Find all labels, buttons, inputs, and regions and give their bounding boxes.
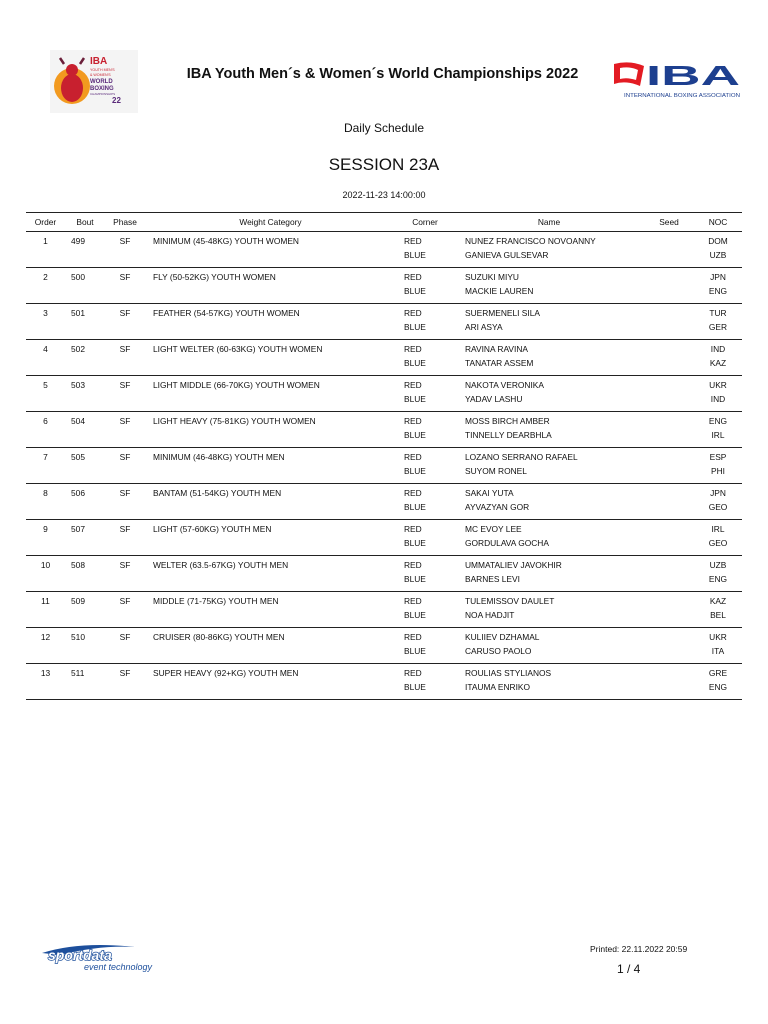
phase-cell: SF (119, 416, 131, 426)
corner-red-cell: RED (404, 236, 422, 246)
weight-category-cell: LIGHT HEAVY (75-81KG) YOUTH WOMEN (153, 416, 316, 426)
empty-cell (65, 322, 105, 340)
table-row (26, 250, 742, 268)
empty-cell (145, 322, 396, 340)
table-row (26, 322, 742, 340)
red-noc-cell: JPN (710, 272, 726, 282)
empty-cell (26, 682, 65, 700)
blue-name-cell: NOA HADJIT (454, 610, 644, 628)
bout-cell: 502 (71, 344, 85, 354)
blue-noc-cell: ENG (694, 574, 742, 592)
weight-category-cell: WELTER (63.5-67KG) YOUTH MEN (153, 560, 289, 570)
table-row (26, 646, 742, 664)
empty-cell (145, 538, 396, 556)
corner-blue-cell: BLUE (396, 358, 454, 376)
empty-cell (26, 538, 65, 556)
corner-red-cell: RED (404, 488, 422, 498)
corner-red-cell: RED (404, 560, 422, 570)
empty-cell (65, 250, 105, 268)
svg-text:CHAMPIONSHIPS: CHAMPIONSHIPS (90, 92, 116, 96)
red-name-cell: LOZANO SERRANO RAFAEL (465, 452, 578, 462)
order-cell: 1 (43, 236, 48, 246)
column-header-phase: Phase (105, 213, 145, 232)
red-noc-cell: UKR (709, 380, 727, 390)
red-name-cell: RAVINA RAVINA (465, 344, 528, 354)
blue-name-cell: GANIEVA GULSEVAR (454, 250, 644, 268)
weight-category-cell: MINIMUM (46-48KG) YOUTH MEN (153, 452, 285, 462)
seed-cell (644, 250, 694, 268)
blue-noc-cell: ITA (694, 646, 742, 664)
table-body (26, 232, 742, 700)
table-row (26, 502, 742, 520)
empty-cell (145, 574, 396, 592)
printed-timestamp (590, 944, 687, 954)
empty-cell (105, 394, 145, 412)
corner-red-cell: RED (404, 344, 422, 354)
table-row (26, 268, 742, 287)
svg-text:22: 22 (112, 96, 121, 105)
seed-cell (644, 682, 694, 700)
column-header-order: Order (26, 213, 65, 232)
blue-noc-cell: IND (694, 394, 742, 412)
table-row (26, 628, 742, 647)
empty-cell (145, 358, 396, 376)
red-noc-cell: IRL (711, 524, 725, 534)
order-cell: 2 (43, 272, 48, 282)
order-cell: 4 (43, 344, 48, 354)
corner-blue-cell: BLUE (396, 394, 454, 412)
sportdata-tagline: event technology (84, 962, 153, 972)
blue-name-cell: TINNELLY DEARBHLA (454, 430, 644, 448)
seed-cell (644, 592, 694, 611)
table-row (26, 610, 742, 628)
seed-cell (644, 232, 694, 251)
empty-cell (145, 646, 396, 664)
corner-blue-cell: BLUE (396, 502, 454, 520)
bout-cell: 501 (71, 308, 85, 318)
corner-red-cell: RED (404, 380, 422, 390)
session-datetime: 2022-11-23 14:00:00 (342, 190, 426, 200)
column-header-seed: Seed (644, 213, 694, 232)
empty-cell (26, 466, 65, 484)
event-logo (50, 50, 138, 113)
empty-cell (65, 574, 105, 592)
schedule-table (26, 212, 742, 700)
corner-red-cell: RED (404, 308, 422, 318)
seed-cell (644, 340, 694, 359)
order-cell: 3 (43, 308, 48, 318)
order-cell: 8 (43, 488, 48, 498)
table-row (26, 358, 742, 376)
corner-red-cell: RED (404, 596, 422, 606)
red-name-cell: SUZUKI MIYU (465, 272, 519, 282)
red-noc-cell: DOM (708, 236, 728, 246)
order-cell: 13 (40, 668, 51, 678)
empty-cell (65, 682, 105, 700)
empty-cell (65, 610, 105, 628)
table-row (26, 574, 742, 592)
empty-cell (105, 574, 145, 592)
corner-red-cell: RED (404, 524, 422, 534)
phase-cell: SF (119, 308, 131, 318)
corner-red-cell: RED (404, 452, 422, 462)
empty-cell (105, 502, 145, 520)
order-cell: 10 (40, 560, 51, 570)
table-row (26, 448, 742, 467)
empty-cell (65, 430, 105, 448)
corner-blue-cell: BLUE (396, 574, 454, 592)
phase-cell: SF (119, 596, 131, 606)
empty-cell (26, 502, 65, 520)
seed-cell (644, 358, 694, 376)
corner-blue-cell: BLUE (396, 286, 454, 304)
order-cell: 7 (43, 452, 48, 462)
seed-cell (644, 628, 694, 647)
red-noc-cell: GRE (708, 668, 728, 678)
blue-noc-cell: ENG (694, 682, 742, 700)
blue-noc-cell: ENG (694, 286, 742, 304)
svg-text:IBA: IBA (646, 60, 740, 91)
weight-category-cell: MINIMUM (45-48KG) YOUTH WOMEN (153, 236, 299, 246)
column-header-bout: Bout (65, 213, 105, 232)
seed-cell (644, 574, 694, 592)
seed-cell (644, 466, 694, 484)
seed-cell (644, 268, 694, 287)
order-cell: 6 (43, 416, 48, 426)
weight-category-cell: LIGHT (57-60KG) YOUTH MEN (153, 524, 272, 534)
phase-cell: SF (119, 272, 131, 282)
phase-cell: SF (119, 452, 131, 462)
corner-red-cell: RED (404, 416, 422, 426)
corner-blue-cell: BLUE (396, 682, 454, 700)
weight-category-cell: BANTAM (51-54KG) YOUTH MEN (153, 488, 282, 498)
empty-cell (26, 286, 65, 304)
red-noc-cell: UZB (709, 560, 727, 570)
phase-cell: SF (119, 632, 131, 642)
bout-cell: 508 (71, 560, 85, 570)
phase-cell: SF (119, 344, 131, 354)
corner-blue-cell: BLUE (396, 250, 454, 268)
seed-cell (644, 538, 694, 556)
weight-category-cell: SUPER HEAVY (92+KG) YOUTH MEN (153, 668, 299, 678)
empty-cell (65, 286, 105, 304)
empty-cell (105, 286, 145, 304)
empty-cell (26, 250, 65, 268)
empty-cell (145, 430, 396, 448)
session-title: SESSION 23A (328, 155, 440, 174)
blue-noc-cell: KAZ (694, 358, 742, 376)
empty-cell (105, 358, 145, 376)
red-name-cell: KULIIEV DZHAMAL (465, 632, 540, 642)
phase-cell: SF (119, 524, 131, 534)
bout-cell: 511 (71, 668, 85, 678)
red-name-cell: ROULIAS STYLIANOS (465, 668, 552, 678)
order-cell: 5 (43, 380, 48, 390)
table-row (26, 376, 742, 395)
red-noc-cell: IND (710, 344, 726, 354)
phase-cell: SF (119, 488, 131, 498)
seed-cell (644, 376, 694, 395)
blue-noc-cell: GEO (694, 502, 742, 520)
empty-cell (65, 502, 105, 520)
blue-name-cell: ARI ASYA (454, 322, 644, 340)
bout-cell: 510 (71, 632, 85, 642)
blue-name-cell: CARUSO PAOLO (454, 646, 644, 664)
table-header-row (26, 213, 742, 232)
empty-cell (105, 610, 145, 628)
seed-cell (644, 322, 694, 340)
empty-cell (105, 466, 145, 484)
svg-text:INTERNATIONAL BOXING ASSOCIATI: INTERNATIONAL BOXING ASSOCIATION (624, 93, 740, 99)
document-title: IBA Youth Men´s & Women´s World Championships 2022 (186, 66, 579, 82)
empty-cell (26, 430, 65, 448)
empty-cell (26, 574, 65, 592)
table-row (26, 682, 742, 700)
empty-cell (105, 538, 145, 556)
seed-cell (644, 394, 694, 412)
empty-cell (145, 682, 396, 700)
empty-cell (26, 394, 65, 412)
corner-blue-cell: BLUE (396, 322, 454, 340)
phase-cell: SF (119, 380, 131, 390)
seed-cell (644, 610, 694, 628)
bout-cell: 507 (71, 524, 85, 534)
seed-cell (644, 430, 694, 448)
weight-category-cell: FLY (50-52KG) YOUTH WOMEN (153, 272, 276, 282)
empty-cell (145, 286, 396, 304)
seed-cell (644, 304, 694, 323)
red-name-cell: TULEMISSOV DAULET (465, 596, 555, 606)
empty-cell (145, 466, 396, 484)
empty-cell (145, 394, 396, 412)
corner-red-cell: RED (404, 272, 422, 282)
empty-cell (26, 322, 65, 340)
empty-cell (145, 502, 396, 520)
weight-category-cell: MIDDLE (71-75KG) YOUTH MEN (153, 596, 279, 606)
bout-cell: 505 (71, 452, 85, 462)
blue-name-cell: TANATAR ASSEM (454, 358, 644, 376)
seed-cell (644, 646, 694, 664)
table-row (26, 430, 742, 448)
red-noc-cell: TUR (709, 308, 727, 318)
svg-text:WORLD: WORLD (90, 79, 113, 85)
red-name-cell: SUERMENELI SILA (465, 308, 540, 318)
empty-cell (145, 610, 396, 628)
empty-cell (65, 358, 105, 376)
blue-name-cell: BARNES LEVI (454, 574, 644, 592)
red-noc-cell: ESP (709, 452, 727, 462)
red-noc-cell: KAZ (709, 596, 727, 606)
red-name-cell: MC EVOY LEE (465, 524, 522, 534)
empty-cell (65, 538, 105, 556)
empty-cell (105, 250, 145, 268)
svg-text:IBA: IBA (90, 56, 108, 67)
order-cell: 11 (41, 596, 50, 606)
blue-noc-cell: GEO (694, 538, 742, 556)
column-header-weight-category: Weight Category (145, 213, 396, 232)
red-noc-cell: JPN (710, 488, 726, 498)
svg-text:& WOMEN'S: & WOMEN'S (90, 73, 111, 77)
seed-cell (644, 484, 694, 503)
blue-name-cell: MACKIE LAUREN (454, 286, 644, 304)
table-row (26, 484, 742, 503)
order-cell: 9 (43, 524, 48, 534)
bout-cell: 506 (71, 488, 85, 498)
table-row (26, 466, 742, 484)
table-row (26, 304, 742, 323)
red-noc-cell: UKR (709, 632, 727, 642)
seed-cell (644, 412, 694, 431)
empty-cell (65, 646, 105, 664)
printed-value: 22.11.2022 20:59 (621, 944, 688, 954)
iba-logo (612, 58, 742, 102)
printed-label: Printed: (590, 944, 620, 954)
bout-cell: 500 (71, 272, 85, 282)
empty-cell (145, 250, 396, 268)
blue-name-cell: GORDULAVA GOCHA (454, 538, 644, 556)
svg-text:BOXING: BOXING (90, 86, 114, 92)
blue-noc-cell: BEL (694, 610, 742, 628)
red-name-cell: MOSS BIRCH AMBER (465, 416, 550, 426)
table-row (26, 412, 742, 431)
table-row (26, 340, 742, 359)
seed-cell (644, 286, 694, 304)
blue-noc-cell: UZB (694, 250, 742, 268)
seed-cell (644, 520, 694, 539)
column-header-name: Name (454, 213, 644, 232)
table-row (26, 520, 742, 539)
sportdata-brand: sportdata (48, 947, 112, 963)
empty-cell (65, 394, 105, 412)
blue-noc-cell: GER (694, 322, 742, 340)
weight-category-cell: LIGHT MIDDLE (66-70KG) YOUTH WOMEN (153, 380, 320, 390)
empty-cell (65, 466, 105, 484)
corner-blue-cell: BLUE (396, 466, 454, 484)
corner-blue-cell: BLUE (396, 430, 454, 448)
corner-red-cell: RED (404, 632, 422, 642)
empty-cell (105, 322, 145, 340)
phase-cell: SF (119, 560, 131, 570)
corner-blue-cell: BLUE (396, 538, 454, 556)
table-row (26, 556, 742, 575)
phase-cell: SF (119, 668, 131, 678)
red-name-cell: UMMATALIEV JAVOKHIR (465, 560, 562, 570)
blue-noc-cell: PHI (694, 466, 742, 484)
blue-noc-cell: IRL (694, 430, 742, 448)
red-noc-cell: ENG (708, 416, 728, 426)
table-row (26, 538, 742, 556)
weight-category-cell: CRUISER (80-86KG) YOUTH MEN (153, 632, 285, 642)
empty-cell (26, 646, 65, 664)
table-row (26, 394, 742, 412)
blue-name-cell: AYVAZYAN GOR (454, 502, 644, 520)
column-header-noc: NOC (694, 213, 742, 232)
blue-name-cell: SUYOM RONEL (454, 466, 644, 484)
seed-cell (644, 502, 694, 520)
order-cell: 12 (40, 632, 51, 642)
bout-cell: 499 (71, 236, 85, 246)
table-row (26, 664, 742, 683)
table-row (26, 286, 742, 304)
seed-cell (644, 448, 694, 467)
red-name-cell: NUNEZ FRANCISCO NOVOANNY (465, 236, 596, 246)
empty-cell (105, 430, 145, 448)
bout-cell: 503 (71, 380, 85, 390)
seed-cell (644, 664, 694, 683)
empty-cell (26, 358, 65, 376)
empty-cell (26, 610, 65, 628)
phase-cell: SF (119, 236, 131, 246)
page-number: 1 / 4 (617, 962, 641, 976)
blue-name-cell: YADAV LASHU (454, 394, 644, 412)
column-header-corner: Corner (396, 213, 454, 232)
schedule-subtitle: Daily Schedule (343, 121, 425, 135)
corner-red-cell: RED (404, 668, 422, 678)
empty-cell (105, 646, 145, 664)
svg-text:YOUTH MEN'S: YOUTH MEN'S (90, 68, 115, 72)
weight-category-cell: LIGHT WELTER (60-63KG) YOUTH WOMEN (153, 344, 323, 354)
bout-cell: 509 (71, 596, 85, 606)
bout-cell: 504 (71, 416, 85, 426)
sportdata-logo (40, 943, 190, 973)
red-name-cell: SAKAI YUTA (465, 488, 514, 498)
table-row (26, 592, 742, 611)
seed-cell (644, 556, 694, 575)
corner-blue-cell: BLUE (396, 610, 454, 628)
red-name-cell: NAKOTA VERONIKA (465, 380, 544, 390)
blue-name-cell: ITAUMA ENRIKO (454, 682, 644, 700)
table-row (26, 232, 742, 251)
weight-category-cell: FEATHER (54-57KG) YOUTH WOMEN (153, 308, 300, 318)
empty-cell (105, 682, 145, 700)
corner-blue-cell: BLUE (396, 646, 454, 664)
